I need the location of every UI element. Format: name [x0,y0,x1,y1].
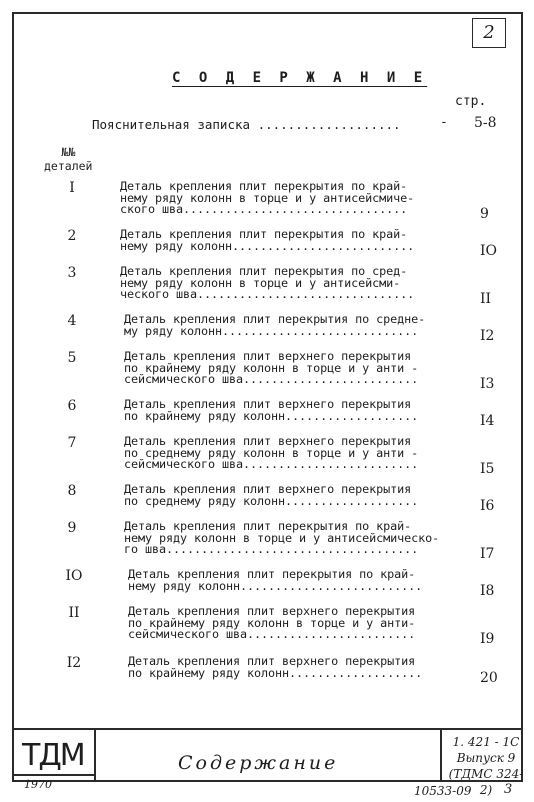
detail-number: IO [65,568,83,584]
detail-description [124,521,439,556]
organization-logo: ТДМ [22,738,84,773]
number-header-line1: №№ [61,145,76,159]
page-ref: I8 [480,582,495,599]
description-line: по крайнему ряду колонн в торце и у анти- [128,615,416,630]
description-line: сейсмического шва......................... [124,457,419,471]
detail-number: 3 [67,265,77,281]
description-line: Деталь крепления плит перекрытия по край- [124,519,412,533]
page-ref: 9 [480,206,489,222]
page-title: С О Д Е Р Ж А Н И Е [172,70,428,86]
detail-number: 8 [67,483,77,499]
description-line: Деталь крепления плит перекрытия по сред- [120,264,408,278]
page-ref: IO [480,242,498,259]
detail-description [124,314,425,337]
detail-description [128,656,422,679]
detail-description [124,399,418,422]
page-ref: I2 [480,327,495,344]
stamp-title: Содержание [178,752,339,774]
detail-number: I2 [66,655,82,671]
page-number: 2 [472,18,506,48]
description-line: нему ряду колонн.......................... [120,238,415,253]
code-line-1: 1. 421 - 1С [452,735,520,749]
description-line: нему ряду колонн в торце и у антисейсми- [120,275,401,290]
note-dash: - [440,115,448,130]
detail-description [128,569,422,592]
description-line: нему ряду колонн в торце и у антисейсмическо- [124,530,440,545]
page-ref: I7 [480,546,495,562]
description-line: сейсмического шва......................... [124,372,419,386]
number-column-header [44,145,92,173]
detail-description [120,229,414,252]
description-line: Деталь крепления плит перекрытия по край- [120,179,408,193]
stamp-divider-right [440,728,442,782]
description-line: Деталь крепления плит верхнего перекрытия [124,434,412,448]
note-pages: 5-8 [474,115,497,131]
description-line: по крайнему ряду колонн................... [128,665,423,680]
description-line: по среднему ряду колонн................... [124,493,419,508]
note-label: Пояснительная записка ................... [92,117,401,132]
page-ref: I4 [480,412,495,429]
inventory-code: 10533-09 [414,784,472,798]
page-ref: I9 [480,631,495,647]
page-ref: I3 [480,376,495,392]
page-ref: I6 [480,497,495,514]
page-ref: 20 [480,669,498,686]
description-line: сейсмического шва........................ [128,627,416,641]
description-line: ческого шва............................... [120,287,415,301]
stamp-year: 1970 [24,778,52,791]
number-header-line2: деталей [44,159,93,173]
detail-number: 4 [67,313,77,329]
description-line: Деталь крепления плит перекрытия по край- [128,567,416,581]
detail-number: 6 [67,398,77,414]
description-line: му ряду колонн............................ [124,323,419,338]
detail-description [124,484,418,507]
description-line: ского шва................................ [120,202,408,216]
detail-description [120,181,414,216]
detail-description [128,606,415,641]
detail-number: 2 [67,228,77,244]
description-line: го шва.................................... [124,542,419,556]
detail-description [124,351,418,386]
description-line: Деталь крепления плит верхнего перекрытия [124,397,412,411]
description-line: по среднему ряду колонн в торце и у анти - [124,445,419,460]
code-line-2: Выпуск 9 [456,751,516,765]
page-ref: II [480,291,492,307]
detail-number: 5 [67,350,77,366]
description-line: Деталь крепления плит верхнего перекрытия [124,349,412,363]
stamp-year-line [12,774,95,776]
page-ref: I5 [480,461,495,477]
detail-number: I [69,180,75,196]
page-column-header: стр. [455,94,487,109]
stamp-top-line [12,728,523,730]
detail-description [120,266,414,301]
code-line-3: (ТДМС 324-2) [448,767,524,797]
description-line: нему ряду колонн в торце и у антисейсмиче- [120,190,415,205]
description-line: Деталь крепления плит верхнего перекрытия [128,604,416,618]
sheet-number: 3 [504,782,513,797]
detail-description [124,436,418,471]
description-line: нему ряду колонн.......................... [128,578,423,593]
detail-number: 7 [67,435,77,451]
description-line: Деталь крепления плит перекрытия по край- [120,227,408,241]
description-line: Деталь крепления плит верхнего перекрытия [124,482,412,496]
description-line: Деталь крепления плит перекрытия по средне- [124,312,426,326]
detail-number: II [68,605,80,621]
description-line: Деталь крепления плит верхнего перекрытия [128,654,416,668]
description-line: по крайнему ряду колонн................... [124,408,419,423]
detail-number: 9 [67,520,77,536]
description-line: по крайнему ряду колонн в торце и у анти - [124,360,419,375]
